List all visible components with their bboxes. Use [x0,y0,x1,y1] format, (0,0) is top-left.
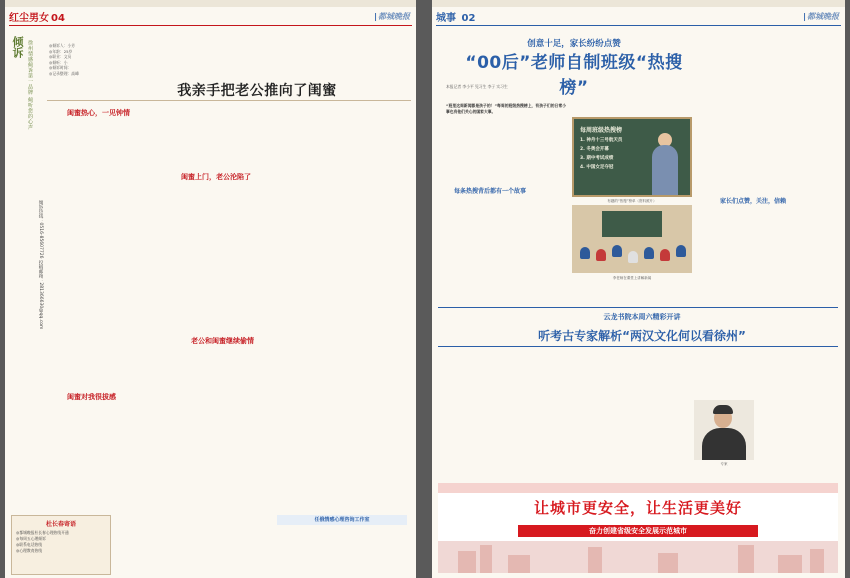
credit-line: ◎年龄：25岁 [49,48,73,54]
article-column [49,118,167,390]
paper-name: 都城晚报 [807,12,839,21]
section-heading: 闺蜜热心，一见钟情 [67,109,130,117]
article-column [446,198,566,306]
divider [47,100,411,101]
side-contact: 倾诉热线：0516-85607726 投稿邮箱：281366630@qq.com [38,200,43,330]
advice-item: ◎每周五心理倾诉 [16,536,46,541]
top-strip [5,0,416,7]
section-heading: 闺蜜上门，老公沦陷了 [181,173,251,181]
photo-caption: 有趣的“热搜”榜单（资料照片） [607,199,657,203]
portrait-caption: 专家 [720,462,728,466]
advice-box [11,515,111,575]
headline: 听考古专家解析“两汉文化何以看徐州” [538,329,746,343]
divider [438,346,838,347]
byline: 本报记者 李小平 见习生 李子 实习生 [446,84,508,89]
banner-subslogan: 奋力创建省级安全发展示范城市 [518,525,758,537]
article-column [293,106,411,511]
credit-line: ◎倾诉人：小芳 [49,43,76,48]
credit-block [49,43,97,77]
advice-item: ◎联系电话热线 [16,542,43,547]
section-heading: 老公和闺蜜继续偷情 [191,337,254,345]
page-number: 02 [461,13,476,24]
side-subtitle: 徐州情感倾诉第一品牌 倾听您的心声 [27,40,33,131]
section-name: 城事 [436,13,456,24]
advice-item: ◎心理教育热线 [16,548,43,553]
credit-line: ◎职业：文员 [49,54,72,60]
article-column [171,182,289,332]
article-kicker: 云龙书院本周六精彩开讲 [603,313,681,321]
blackboard-item: 1. 神舟十三号航天员 [580,138,623,143]
credit-line: ◎倾诉时间： [49,65,72,71]
article-column [698,100,834,192]
classroom-photo [572,205,692,273]
blackboard-item: 2. 冬奥会开幕 [580,147,609,152]
article-column [568,352,688,477]
newspaper-page-left [5,0,416,578]
paper-name: 都城晚报 [378,12,410,21]
blackboard-item: 3. 期中考试成绩 [580,156,614,161]
section-heading: 闺蜜对我很拔感 [67,393,116,401]
article-kicker: 创意十足，家长纷纷点赞 [527,39,621,49]
divider [438,307,838,308]
masthead-right: 城事 02 |都城晚报 [436,12,839,24]
article-column [442,352,562,477]
headline: 我亲手把老公推向了闺蜜 [177,83,337,99]
top-strip [432,0,845,7]
advice-box-title: 杜长春寄语 [45,521,76,528]
city-skyline [438,541,838,573]
headline: “00后”老师自制班级“热搜榜” [465,53,683,98]
safety-banner [438,483,838,573]
advice-item: ◎都城晚报杜长春心理热线开通 [16,530,69,535]
credit-line: ◎记录整理：高峰 [49,70,79,76]
article-column [277,528,409,574]
side-title: 倾诉 [11,36,24,58]
section-name: 红尘男女 [9,13,49,24]
page-number: 04 [51,13,65,24]
studio-heading: 任俄情感心理咨询工作室 [277,515,407,525]
expert-portrait [694,400,754,460]
teacher-figure [652,145,678,195]
article-column [760,352,836,477]
masthead-rule [436,25,841,26]
article-column [694,352,754,396]
lead-paragraph: “班里这周新闻都是孩子的！”每周的班级热搜榜上，有孩子们的日常小事也有他们关心的国家大事。 [446,103,566,114]
subheading: 家长们点赞，关注，信赖 [720,198,787,205]
newspaper-page-right [432,0,845,578]
article-column [698,208,834,304]
photo-caption: 李老师在课堂上讲解新闻 [612,276,652,280]
article-column [117,516,273,574]
blackboard-item: 4. 中国女足夺冠 [580,165,614,170]
article-column [171,346,289,511]
credit-line: ◎倾听：小 [49,59,68,65]
blackboard-title: 每周班级热搜榜 [580,127,623,134]
subheading: 每条热搜背后都有一个故事 [454,188,527,195]
masthead-left: 红尘男女 04 |都城晚报 [9,12,410,24]
side-column [9,30,45,530]
article-column [446,130,566,182]
masthead-rule [9,25,412,26]
article-column [171,106,289,168]
banner-slogan: 让城市更安全，让生活更美好 [533,499,742,517]
article-column [49,402,167,510]
blackboard-photo [572,117,692,197]
intro-paragraph [103,40,409,74]
